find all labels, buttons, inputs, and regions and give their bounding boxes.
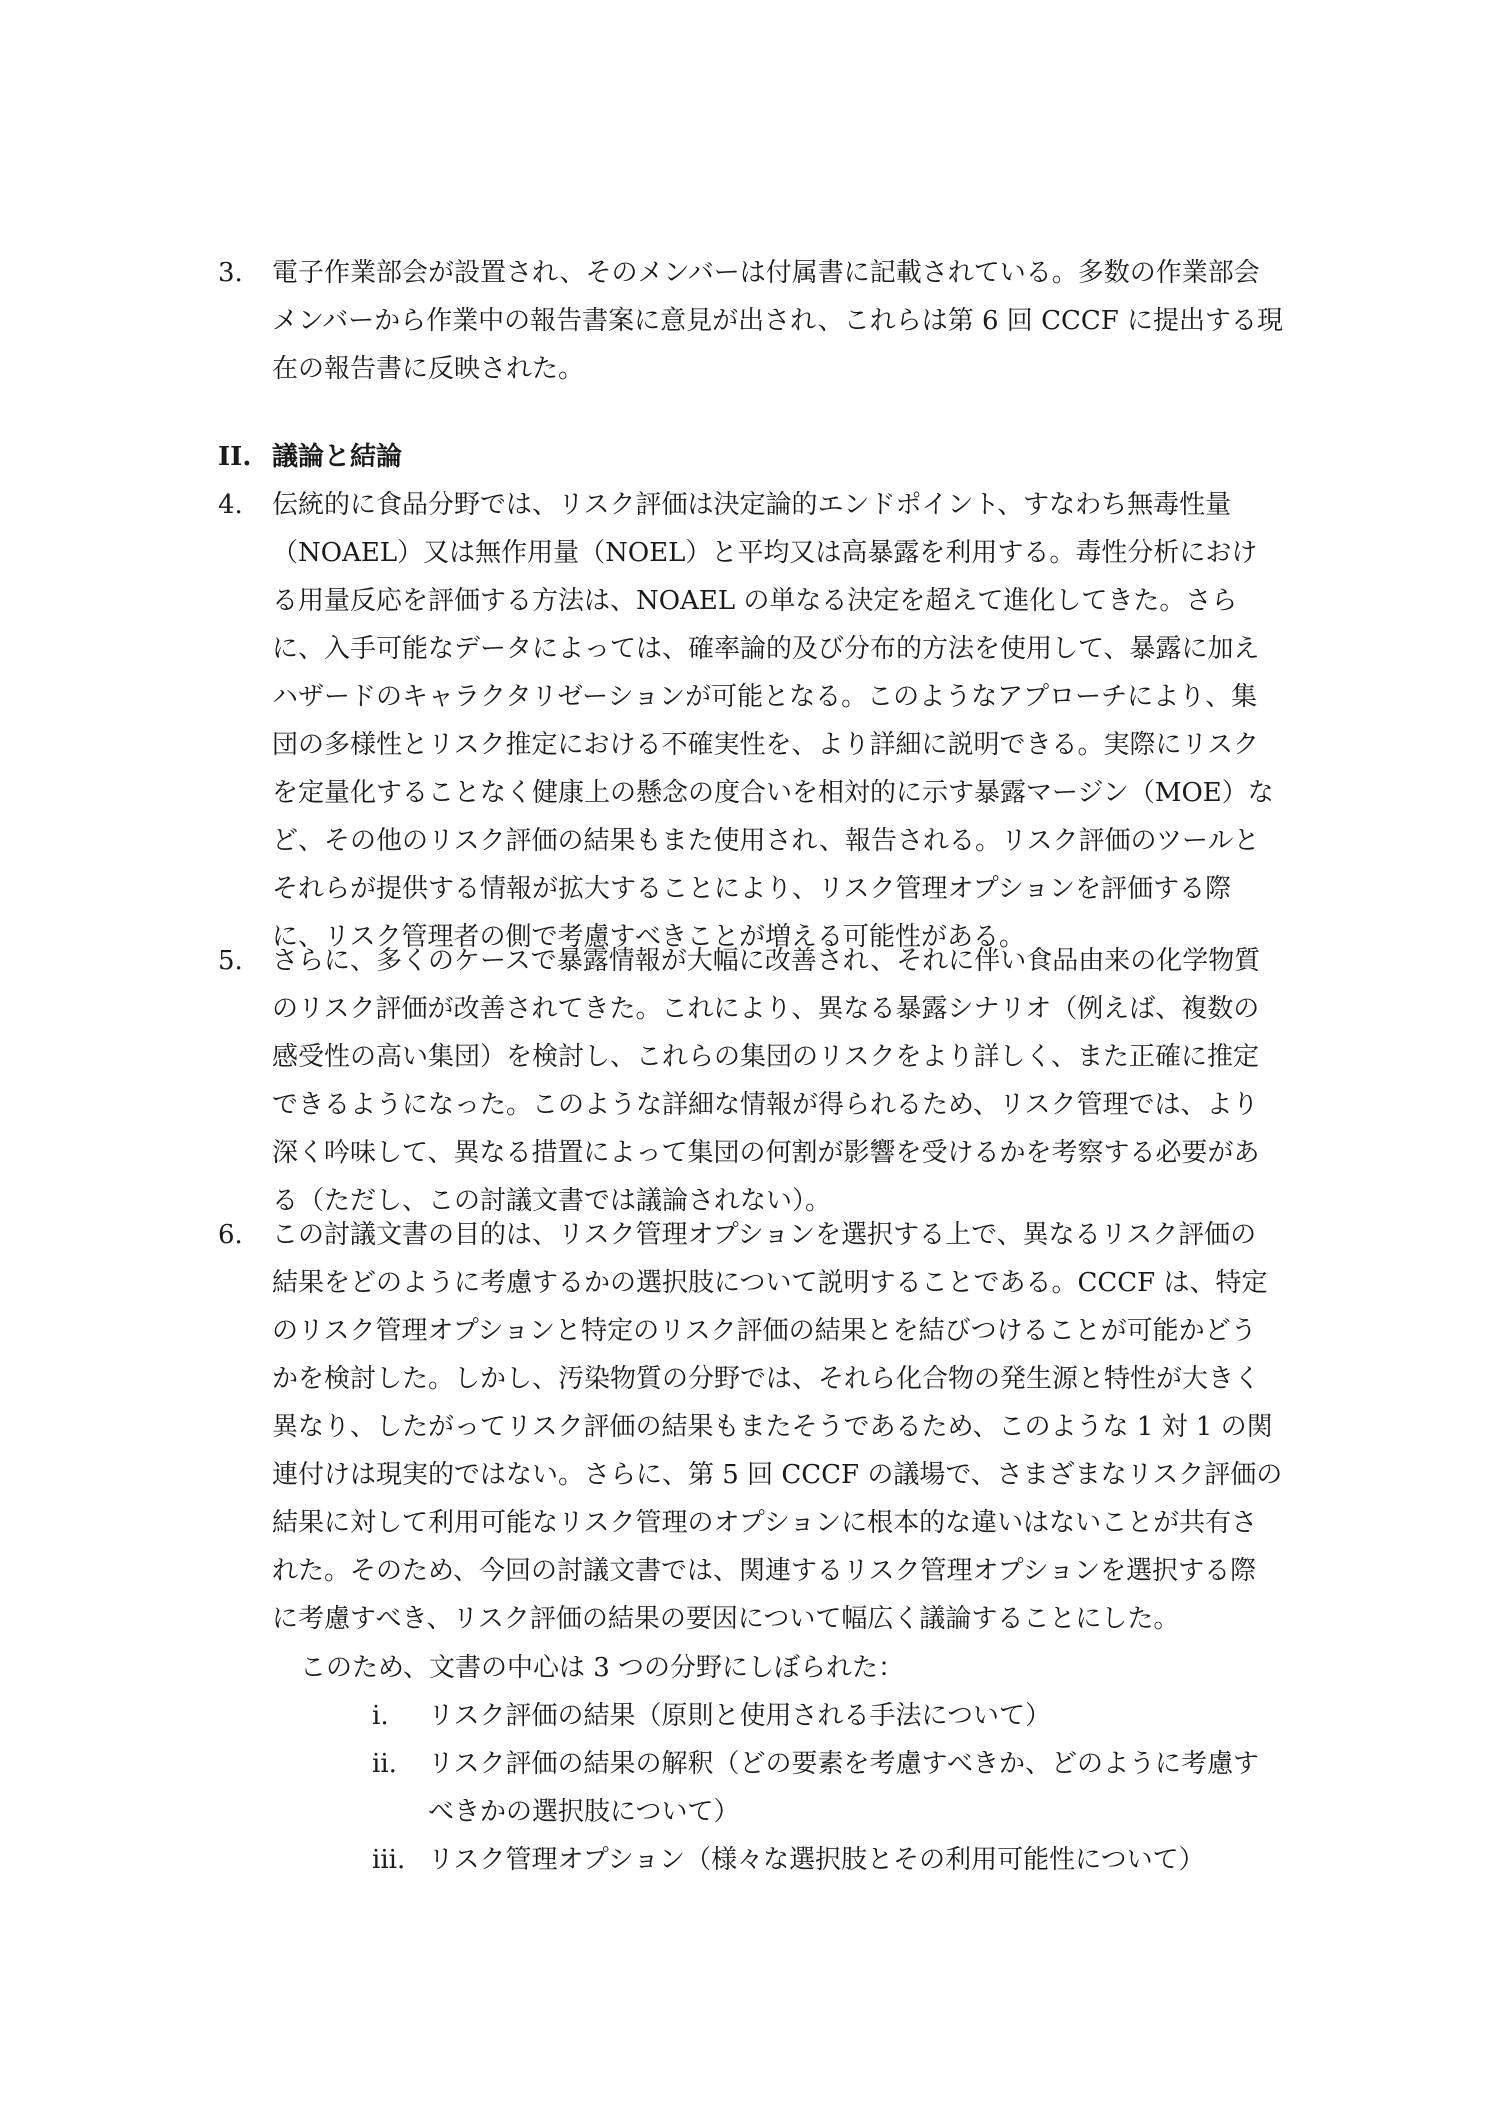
list-number: i.: [372, 1701, 389, 1731]
text-line: 異なり、したがってリスク評価の結果もまたそうであるため、このような 1 対 1 の関: [272, 1412, 1273, 1442]
text-line: 連付けは現実的ではない。さらに、第 5 回 CCCF の議場で、さまざまなリスク評価の: [272, 1460, 1283, 1490]
text-line: 結果をどのように考慮するかの選択肢について説明することである。CCCF は、特定: [272, 1268, 1268, 1298]
text-line: を定量化することなく健康上の懸念の度合いを相対的に示す暴露マージン（MOE）な: [272, 778, 1274, 808]
text-line: 団の多様性とリスク推定における不確実性を、より詳細に説明できる。実際にリスク: [272, 730, 1259, 760]
list-number: ii.: [372, 1749, 397, 1779]
paragraph-text: [272, 937, 1292, 1225]
text-line: リスク管理オプション（様々な選択肢とその利用可能性について）: [428, 1845, 1205, 1875]
text-line: （NOAEL）又は無作用量（NOEL）と平均又は高暴露を利用する。毒性分析におけ: [272, 538, 1258, 568]
text-line: できるようになった。このような詳細な情報が得られるため、リスク管理では、より: [272, 1090, 1259, 1120]
text-line: ど、その他のリスク評価の結果もまた使用され、報告される。リスク評価のツールと: [272, 826, 1260, 856]
section-title: 議論と結論: [272, 442, 403, 472]
paragraph-text: [272, 249, 1292, 393]
text-line: る用量反応を評価する方法は、NOAEL の単なる決定を超えて進化してきた。さら: [272, 586, 1238, 616]
paragraph-number: 4.: [218, 490, 243, 520]
text-line: 深く吟味して、異なる措置によって集団の何割が影響を受けるかを考察する必要があ: [272, 1138, 1260, 1168]
paragraph-number: 5.: [218, 946, 243, 976]
text-line: のリスク評価が改善されてきた。これにより、異なる暴露シナリオ（例えば、複数の: [272, 994, 1260, 1024]
paragraph-number: 6.: [218, 1220, 243, 1250]
text-line: メンバーから作業中の報告書案に意見が出され、これらは第 6 回 CCCF に提出する現: [272, 306, 1284, 336]
text-line: る（ただし、この討議文書では議論されない）。: [272, 1186, 832, 1216]
paragraph-number: 3.: [218, 258, 243, 288]
text-line: この討議文書の目的は、リスク管理オプションを選択する上で、異なるリスク評価の: [272, 1220, 1257, 1250]
text-line: さらに、多くのケースで暴露情報が大幅に改善され、それに伴い食品由来の化学物質: [272, 946, 1261, 976]
text-line: に、入手可能なデータによっては、確率論的及び分布的方法を使用して、暴露に加え: [272, 634, 1260, 664]
section-number: II.: [218, 442, 252, 472]
text-line: それらが提供する情報が拡大することにより、リスク管理オプションを評価する際: [272, 874, 1232, 904]
paragraph-text: [272, 481, 1292, 961]
text-line: ハザードのキャラクタリゼーションが可能となる。このようなアプローチにより、集: [272, 682, 1258, 712]
paragraph-text: [272, 1211, 1292, 1643]
list-number: iii.: [372, 1845, 406, 1875]
text-line: リスク評価の結果（原則と使用される手法について）: [428, 1701, 1051, 1731]
section-heading: [218, 433, 402, 481]
text-line: かを検討した。しかし、汚染物質の分野では、それら化合物の発生源と特性が大きく: [272, 1364, 1261, 1394]
text-line: リスク評価の結果の解釈（どの要素を考慮すべきか、どのように考慮す: [428, 1749, 1259, 1779]
text-line: べきかの選択肢について）: [428, 1797, 740, 1827]
text-line: 伝統的に食品分野では、リスク評価は決定論的エンドポイント、すなわち無毒性量: [272, 490, 1232, 520]
text-line: 感受性の高い集団）を検討し、これらの集団のリスクをより詳しく、また正確に推定: [272, 1042, 1259, 1072]
text-line: に考慮すべき、リスク評価の結果の要因について幅広く議論することにした。: [272, 1604, 1180, 1634]
text-line: に、リスク管理者の側で考慮すべきことが増える可能性がある。: [272, 922, 1025, 952]
focus-intro: このため、文書の中心は 3 つの分野にしぼられた：: [300, 1653, 905, 1683]
text-line: のリスク管理オプションと特定のリスク評価の結果とを結びつけることが可能かどう: [272, 1316, 1257, 1346]
text-line: 在の報告書に反映された。: [272, 354, 585, 384]
text-line: れた。そのため、今回の討議文書では、関連するリスク管理オプションを選択する際: [272, 1556, 1257, 1586]
text-line: 電子作業部会が設置され、そのメンバーは付属書に記載されている。多数の作業部会: [272, 258, 1260, 288]
text-line: 結果に対して利用可能なリスク管理のオプションに根本的な違いはないことが共有さ: [272, 1508, 1258, 1538]
